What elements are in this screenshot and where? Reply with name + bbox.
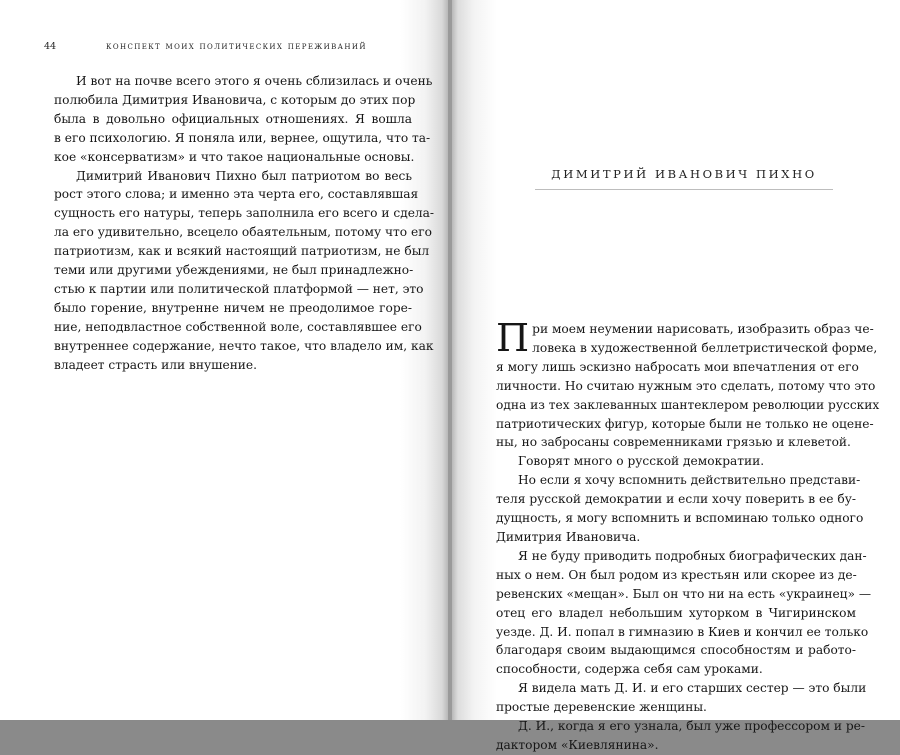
text-line: дущность, я могу вспомнить и вспоминаю только одного <box>496 511 864 526</box>
text-line: кое «консерватизм» и что такое национальные основы. <box>54 149 415 164</box>
paragraph <box>54 167 435 375</box>
text-line: ри моем неумении нарисовать, изобразить образ че- <box>532 322 874 336</box>
drop-cap: П <box>496 316 530 360</box>
text-line: Я видела мать Д. И. и его старших сестер — это были <box>518 681 867 696</box>
text-line: ревенских «мещан». Был он что ни на есть «украинец» — <box>496 586 872 601</box>
paragraph <box>496 717 865 755</box>
text-line: теми или другими убеждениями, не был принадлежно- <box>54 263 414 278</box>
text-line: дактором «Киевлянина». <box>496 737 659 752</box>
text-line: стью к партии или политической платформой — нет, это <box>54 281 424 296</box>
text-line: ловека в художественной беллетристической форме, <box>532 340 878 355</box>
text-line: Говорят много о русской демократии. <box>518 454 765 469</box>
text-line: патриотических фигур, которые были не только не оцене- <box>496 416 874 431</box>
text-line: владеет страсть или внушение. <box>54 357 258 372</box>
right-page-body <box>496 316 880 755</box>
running-head <box>44 41 424 52</box>
chapter-title: ДИМИТРИЙ ИВАНОВИЧ ПИХНО <box>551 167 817 181</box>
text-line: ны, но забросаны современниками грязью и клеветой. <box>496 435 851 450</box>
text-line: личности. Но считаю нужным это сделать, потому что это <box>496 378 876 393</box>
text-line: рост этого слова; и именно эта черта его, составлявшая <box>54 187 419 202</box>
chapter-title-rule <box>535 189 833 190</box>
left-page-body <box>54 72 435 375</box>
text-line: отец его владел небольшим хуторком в Чигиринском <box>496 605 856 620</box>
text-line: Я не буду приводить подробных биографических дан- <box>518 548 867 563</box>
text-line: благодаря своим выдающимся способностям и работо- <box>496 643 856 658</box>
left-page <box>0 0 448 720</box>
text-line: способности, содержа себя сам уроками. <box>496 662 763 677</box>
right-page <box>452 0 900 752</box>
text-line: уезде. Д. И. попал в гимназию в Киев и кончил ее только <box>496 624 869 639</box>
text-line: в его психологию. Я поняла или, вернее, ощутила, что та- <box>54 130 431 145</box>
paragraph <box>54 72 433 167</box>
text-line: было горение, внутренне ничем не преодолимое горе- <box>54 300 412 315</box>
text-line: И вот на почве всего этого я очень сблизилась и очень <box>76 74 433 88</box>
text-line: сущность его натуры, теперь заполнила его всего и сдела- <box>54 206 435 221</box>
text-line: я могу лишь эскизно набросать мои впечатления от его <box>496 359 859 374</box>
text-line: патриотизм, как и всякий настоящий патриотизм, не был <box>54 244 430 259</box>
text-line: ных о нем. Он был родом из крестьян или скорее из де- <box>496 567 857 582</box>
text-line: ла его удивительно, всецело обаятельным, потому что его <box>54 225 432 240</box>
running-title: конспект моих политических переживаний <box>106 41 367 52</box>
text-line: теля русской демократии и если хочу поверить в ее бу- <box>496 492 856 507</box>
paragraph <box>496 471 864 547</box>
text-line: простые деревенские женщины. <box>496 700 707 715</box>
paragraph <box>496 452 856 471</box>
text-line: полюбила Димитрия Ивановича, с которым до этих пор <box>54 92 416 107</box>
text-line: Димитрий Иванович Пихно был патриотом во весь <box>76 168 412 183</box>
paragraph <box>496 547 872 679</box>
text-line: Д. И., когда я его узнала, был уже профессором и ре- <box>518 719 865 734</box>
paragraph <box>496 679 867 717</box>
text-line: Димитрия Ивановича. <box>496 529 641 544</box>
text-line: ние, неподвластное собственной воле, составлявшее его <box>54 319 422 334</box>
paragraph <box>496 316 880 452</box>
text-line: одна из тех заклеванных шантеклером революции русских <box>496 397 880 412</box>
text-line: была в довольно официальных отношениях. Я вошла <box>54 111 412 126</box>
page-number: 44 <box>44 41 57 52</box>
text-line: внутреннее содержание, нечто такое, что владело им, как <box>54 338 434 353</box>
text-line: Но если я хочу вспомнить действительно представи- <box>518 473 861 488</box>
